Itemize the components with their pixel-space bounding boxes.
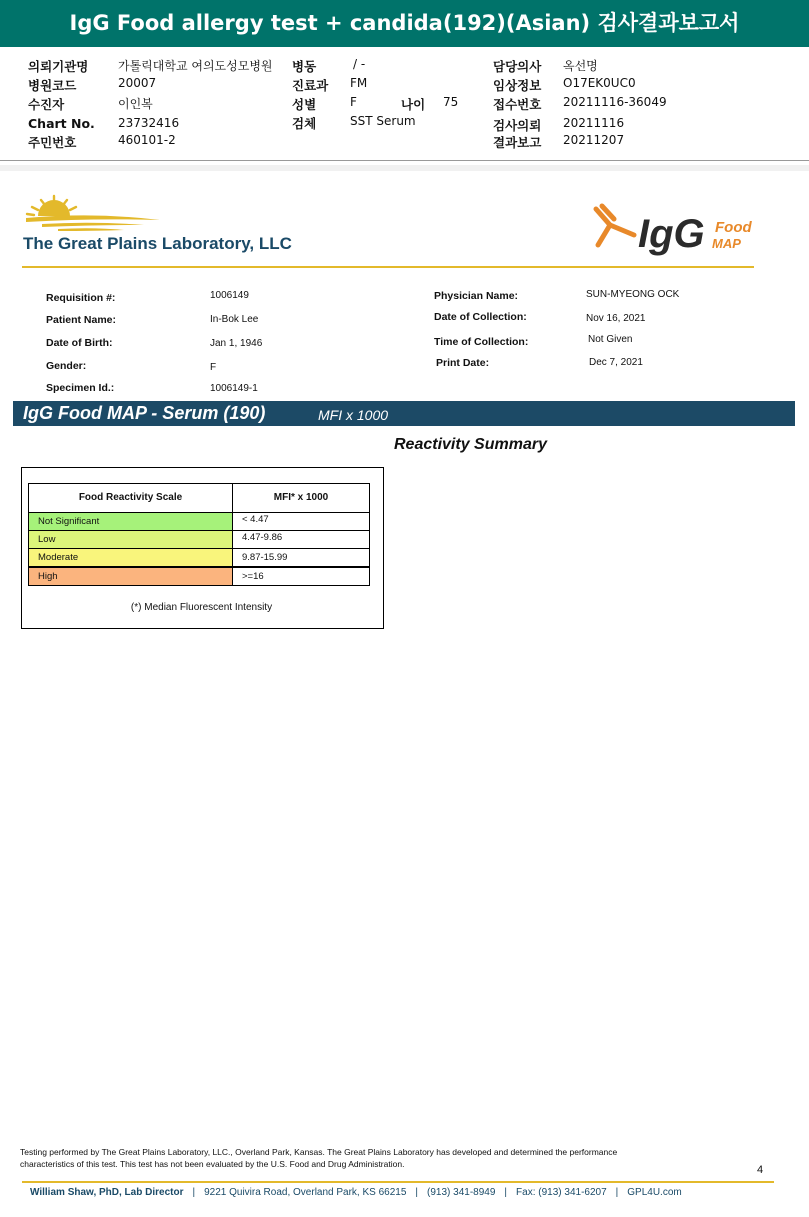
- kr-value-receipt-no: 20211116-36049: [563, 95, 667, 109]
- label-requisition: Requisition #:: [46, 292, 116, 304]
- kr-label-resident-no: 주민번호: [28, 135, 77, 150]
- footer-website[interactable]: GPL4U.com: [627, 1187, 682, 1198]
- label-collection-date: Date of Collection:: [434, 311, 527, 323]
- value-patient-name: In-Bok Lee: [210, 314, 259, 325]
- reactivity-summary-title: Reactivity Summary: [394, 436, 547, 453]
- kr-label-hospital-code: 병원코드: [28, 78, 77, 93]
- kr-label-clinical-info: 임상정보: [493, 78, 542, 93]
- section-title: IgG Food MAP - Serum (190): [23, 403, 266, 423]
- label-collection-time: Time of Collection:: [434, 336, 529, 348]
- lab-name: The Great Plains Laboratory, LLC: [23, 234, 292, 253]
- kr-value-clinical-info: O17EK0UC0: [563, 76, 636, 90]
- kr-value-ward: / -: [353, 57, 366, 71]
- kr-label-specimen: 검체: [292, 116, 317, 131]
- label-print-date: Print Date:: [436, 357, 490, 369]
- antibody-icon: [590, 203, 640, 253]
- report-title: IgG Food allergy test + candida(192)(Asian) 검사결과보고서: [69, 11, 740, 35]
- header-divider-band: [0, 165, 809, 171]
- igg-logo-map: MAP: [712, 236, 741, 251]
- igg-logo-food: Food: [715, 219, 752, 236]
- footer-director: William Shaw, PhD, Lab Director: [30, 1187, 184, 1198]
- value-print-date: Dec 7, 2021: [589, 357, 643, 368]
- scale-range-moderate: 9.87-15.99: [232, 548, 370, 567]
- igg-logo-text: IgG: [638, 212, 705, 256]
- scale-header-mfi: MFI* x 1000: [232, 483, 370, 513]
- kr-label-result-report: 결과보고: [493, 135, 542, 150]
- footer-address: 9221 Quivira Road, Overland Park, KS 66215: [204, 1187, 407, 1198]
- value-specimen-id: 1006149-1: [210, 383, 258, 394]
- value-gender: F: [210, 362, 217, 373]
- kr-label-patient: 수진자: [28, 97, 65, 112]
- footer-fax: Fax: (913) 341-6207: [516, 1187, 607, 1198]
- label-specimen-id: Specimen Id.:: [46, 382, 115, 394]
- footer-phone: (913) 341-8949: [427, 1187, 496, 1198]
- value-requisition: 1006149: [210, 290, 249, 301]
- disclaimer: [20, 1146, 720, 1170]
- value-collection-date: Nov 16, 2021: [586, 313, 646, 324]
- footer-contact-line: William Shaw, PhD, Lab Director | 9221 Quivira Road, Overland Park, KS 66215 | (913) 341-8949 | Fax: (913) 341-6207 | GPL4U.com: [30, 1187, 682, 1198]
- label-patient-name: Patient Name:: [46, 314, 117, 326]
- kr-value-hospital-code: 20007: [118, 76, 157, 90]
- kr-value-specimen: SST Serum: [350, 114, 416, 128]
- label-physician: Physician Name:: [434, 290, 519, 302]
- kr-label-institution: 의뢰기관명: [28, 59, 89, 74]
- kr-value-result-report: 20211207: [563, 133, 625, 147]
- logo-divider: [22, 266, 754, 268]
- kr-label-age: 나이: [401, 97, 426, 112]
- kr-value-department: FM: [350, 76, 368, 90]
- kr-label-department: 진료과: [292, 78, 329, 93]
- kr-label-sex: 성별: [292, 97, 317, 112]
- value-physician: SUN-MYEONG OCK: [586, 289, 680, 300]
- kr-value-patient: 이인복: [118, 97, 153, 111]
- kr-label-test-request: 검사의뢰: [493, 118, 542, 133]
- sun-logo-icon: [24, 194, 164, 232]
- label-gender: Gender:: [46, 360, 87, 372]
- scale-level-low: Low: [28, 530, 233, 549]
- value-collection-time: Not Given: [588, 334, 633, 345]
- scale-level-not-significant: Not Significant: [28, 512, 233, 531]
- scale-level-moderate: Moderate: [28, 548, 233, 567]
- kr-value-chart-no: 23732416: [118, 116, 180, 130]
- kr-value-sex: F: [350, 95, 357, 109]
- disclaimer-line-2: characteristics of this test. This test has not been evaluated by the U.S. Food and Drug Administration.: [20, 1159, 405, 1169]
- header-divider: [0, 160, 809, 161]
- scale-range-not-significant: < 4.47: [232, 512, 370, 531]
- footer-divider: [22, 1181, 774, 1183]
- value-dob: Jan 1, 1946: [210, 338, 263, 349]
- kr-value-institution: 가톨릭대학교 여의도성모병원: [118, 59, 273, 73]
- scale-header-level: Food Reactivity Scale: [28, 483, 233, 513]
- mfi-footnote: (*) Median Fluorescent Intensity: [130, 602, 273, 613]
- kr-value-test-request: 20211116: [563, 116, 625, 130]
- scale-range-high: >=16: [232, 567, 370, 586]
- kr-label-ward: 병동: [292, 59, 317, 74]
- kr-value-age: 75: [443, 95, 459, 109]
- kr-label-chart-no: Chart No.: [28, 116, 95, 131]
- kr-value-physician: 옥선명: [563, 59, 598, 73]
- page-number: 4: [757, 1164, 764, 1176]
- disclaimer-line-1: Testing performed by The Great Plains Laboratory, LLC., Overland Park, Kansas. The Great Plains Laboratory has developed and determined the performance: [20, 1147, 618, 1157]
- section-unit: MFI x 1000: [318, 407, 389, 423]
- kr-value-resident-no: 460101-2: [118, 133, 176, 147]
- scale-range-low: 4.47-9.86: [232, 530, 370, 549]
- scale-level-high: High: [28, 567, 233, 586]
- kr-label-physician: 담당의사: [493, 59, 542, 74]
- kr-label-receipt-no: 접수번호: [493, 97, 542, 112]
- label-dob: Date of Birth:: [46, 337, 113, 349]
